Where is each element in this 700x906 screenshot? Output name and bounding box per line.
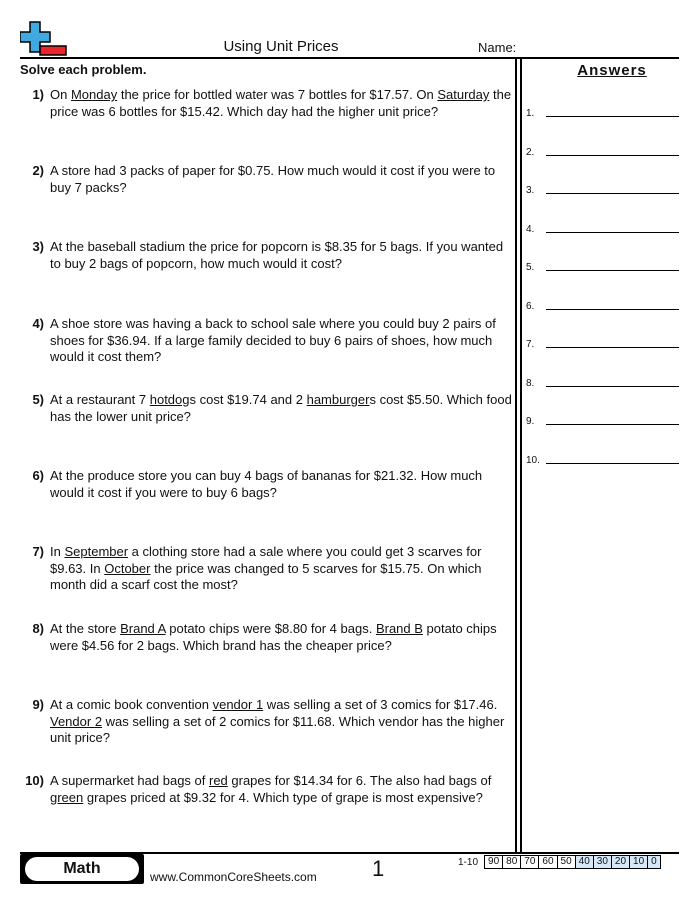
problem-number: 3) xyxy=(32,239,44,254)
score-box: 90 xyxy=(484,855,503,869)
text-segment: a clothing store had a sale where you could get 3 scarves for $9.63. In xyxy=(50,544,482,576)
score-box: 60 xyxy=(539,855,557,869)
underlined-term: Vendor 2 xyxy=(50,713,103,729)
answer-row-9 xyxy=(526,411,679,427)
score-box: 50 xyxy=(558,855,576,869)
text-segment: was selling a set of 3 comics for $17.46. xyxy=(263,697,498,712)
answer-line[interactable] xyxy=(546,116,679,117)
underlined-term: Monday xyxy=(70,87,118,102)
answers-heading: Answers xyxy=(577,62,647,79)
answer-number: 3. xyxy=(526,185,535,196)
score-box: 30 xyxy=(594,855,612,869)
underlined-term: September xyxy=(64,544,129,559)
problem-number: 2) xyxy=(32,163,44,178)
problem-number: 6) xyxy=(32,468,44,483)
problem-text xyxy=(50,697,512,747)
problem-text xyxy=(50,163,512,196)
score-box: 70 xyxy=(521,855,539,869)
answer-line[interactable] xyxy=(546,347,679,348)
answer-line[interactable] xyxy=(546,424,679,425)
problem-text xyxy=(50,468,512,501)
answer-number: 4. xyxy=(526,224,535,235)
answer-number: 9. xyxy=(526,416,535,427)
text-segment: On xyxy=(50,87,71,102)
answer-line[interactable] xyxy=(546,232,679,233)
underlined-term: Brand B xyxy=(375,621,423,636)
answer-line[interactable] xyxy=(546,193,679,194)
worksheet-title: Using Unit Prices xyxy=(223,38,339,55)
text-segment: the price for bottled water was 7 bottles for $17.57. On xyxy=(117,87,438,102)
score-key xyxy=(458,855,661,869)
answer-row-10 xyxy=(526,450,679,466)
text-segment: At a restaurant 7 xyxy=(50,392,150,407)
column-divider xyxy=(515,58,517,852)
answer-row-3 xyxy=(526,180,679,196)
page-number: 1 xyxy=(372,856,385,881)
underlined-term: Saturday xyxy=(437,87,490,102)
score-box: 0 xyxy=(648,855,661,869)
website-url: www.CommonCoreSheets.com xyxy=(150,870,317,884)
score-box: 40 xyxy=(576,855,594,869)
text-segment: At the produce store you can buy 4 bags of bananas for $21.32. How much would it cost if you were to buy 6 bags? xyxy=(50,468,483,500)
score-range: 1-10 xyxy=(458,856,479,868)
problem-number: 10) xyxy=(25,773,44,788)
answer-line[interactable] xyxy=(546,270,679,271)
problem-number: 9) xyxy=(32,697,44,712)
answer-number: 2. xyxy=(526,147,535,158)
underlined-term: Brand A xyxy=(120,621,166,636)
answer-number: 1. xyxy=(526,108,535,119)
problem-text xyxy=(50,392,512,425)
problem-number: 7) xyxy=(32,544,44,559)
answer-row-6 xyxy=(526,296,679,312)
text-segment: grapes for $14.34 for 6. The also had bags of xyxy=(227,773,492,788)
problem-text xyxy=(50,316,512,366)
text-segment: At a comic book convention xyxy=(50,697,213,712)
score-box: 10 xyxy=(630,855,648,869)
problem-number: 5) xyxy=(32,392,44,407)
answer-row-8 xyxy=(526,373,679,389)
answer-number: 5. xyxy=(526,262,535,273)
column-divider xyxy=(520,58,522,852)
subject-label: Math xyxy=(25,857,139,881)
score-box: 20 xyxy=(612,855,630,869)
text-segment: A shoe store was having a back to school sale where you could buy 2 pairs of shoes for $36.94. If a large family decided to buy 6 pairs of shoes, how much would it cost them? xyxy=(50,316,496,364)
underlined-term: green xyxy=(50,789,84,805)
answer-line[interactable] xyxy=(546,309,679,310)
underlined-term: hotdog xyxy=(149,392,190,407)
answer-row-7 xyxy=(526,334,679,350)
answer-line[interactable] xyxy=(546,386,679,387)
problem-text xyxy=(50,621,512,654)
subject-badge xyxy=(20,854,144,884)
answer-number: 7. xyxy=(526,339,535,350)
underlined-term: red xyxy=(208,773,228,788)
text-segment: was selling a set of 2 comics for $11.68. Which vendor has the higher unit price? xyxy=(50,713,505,745)
score-box: 80 xyxy=(503,855,521,869)
text-segment: s cost $5.50. Which food has the lower unit price? xyxy=(50,392,512,424)
answer-line[interactable] xyxy=(546,463,679,464)
answer-row-1 xyxy=(526,103,679,119)
answer-number: 8. xyxy=(526,378,535,389)
text-segment: At the baseball stadium the price for popcorn is $8.35 for 5 bags. If you wanted to buy 2 bags of popcorn, how much would it cost? xyxy=(50,239,504,271)
text-segment: potato chips were $4.56 for 2 bags. Which brand has the cheaper price? xyxy=(50,621,497,653)
text-segment: At the store xyxy=(50,621,121,636)
instructions: Solve each problem. xyxy=(20,62,147,77)
problem-number: 1) xyxy=(32,87,44,102)
text-segment: potato chips were $8.80 for 4 bags. xyxy=(165,621,376,636)
text-segment: In xyxy=(50,544,65,559)
problem-text xyxy=(50,87,512,120)
answer-line[interactable] xyxy=(546,155,679,156)
name-label: Name: xyxy=(478,40,517,55)
text-segment: grapes priced at $9.32 for 4. Which type of grape is most expensive? xyxy=(83,789,483,805)
answer-number: 10. xyxy=(526,455,540,466)
text-segment: s cost $19.74 and 2 xyxy=(189,392,307,407)
text-segment: the price was 6 bottles for $15.42. Which day had the higher unit price? xyxy=(50,87,512,119)
answer-row-5 xyxy=(526,257,679,273)
answer-row-2 xyxy=(526,142,679,158)
problem-text xyxy=(50,239,512,272)
answer-number: 6. xyxy=(526,301,535,312)
answer-row-4 xyxy=(526,219,679,235)
header-rule xyxy=(20,57,679,59)
problem-number: 8) xyxy=(32,621,44,636)
problem-text xyxy=(50,773,512,806)
problem-text xyxy=(50,544,512,594)
text-segment: the price was changed to 5 scarves for $15.75. On which month did a scarf cost the most? xyxy=(50,560,482,592)
text-segment: A store had 3 packs of paper for $0.75. How much would it cost if you were to buy 7 packs? xyxy=(50,163,496,195)
underlined-term: vendor 1 xyxy=(212,697,264,712)
underlined-term: hamburger xyxy=(306,392,370,407)
problem-number: 4) xyxy=(32,316,44,331)
text-segment: A supermarket had bags of xyxy=(50,773,209,788)
underlined-term: October xyxy=(104,560,151,576)
